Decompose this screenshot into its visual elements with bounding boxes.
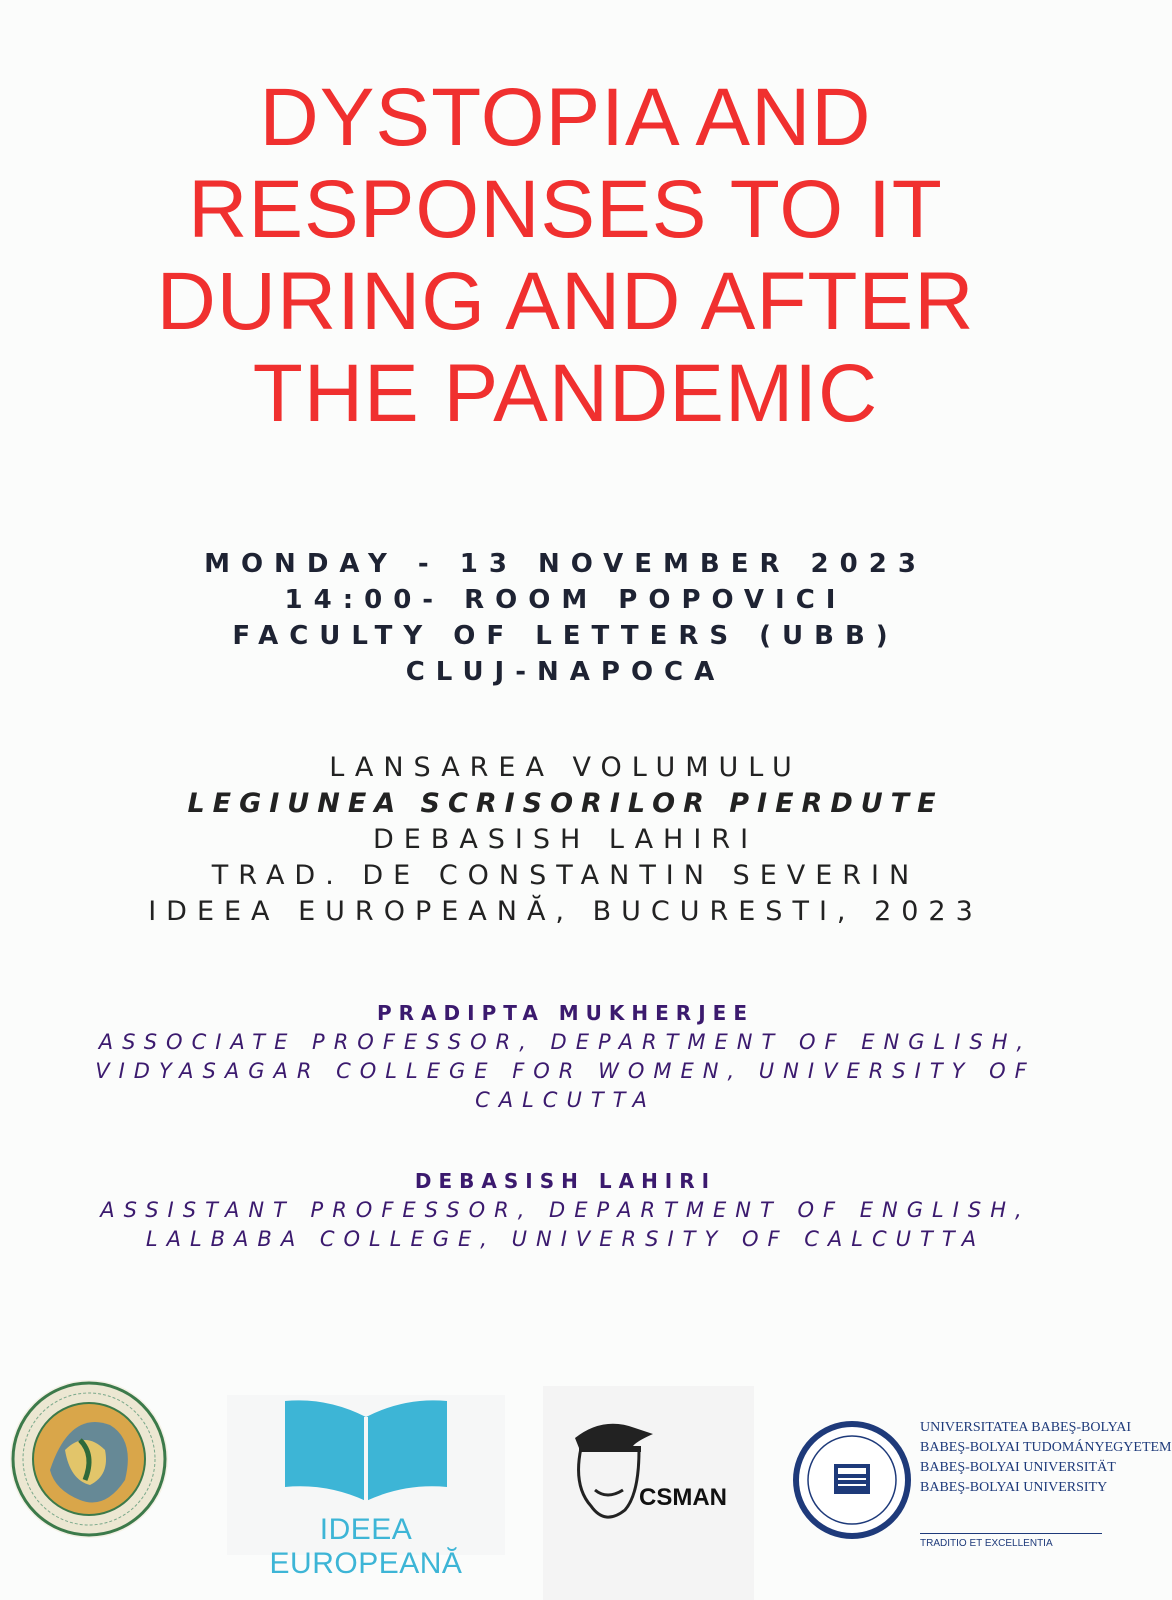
- event-faculty: FACULTY OF LETTERS (UBB): [232, 621, 899, 651]
- ubb-logo: [790, 1410, 1172, 1550]
- open-book-icon: [227, 1395, 505, 1505]
- ubb-name-lines: [920, 1418, 1172, 1498]
- event-date: MONDAY - 13 NOVEMBER 2023: [204, 549, 927, 579]
- seal-icon: [10, 1380, 168, 1538]
- title-line: DURING AND AFTER: [156, 256, 975, 347]
- event-time-room: 14:00- ROOM POPOVICI: [284, 585, 847, 615]
- book-publisher: IDEEA EUROPEANĂ, BUCURESTI, 2023: [148, 896, 983, 927]
- book-title: LEGIUNEA SCRISORILOR PIERDUTE: [187, 788, 944, 819]
- csman-label: CSMAN: [639, 1484, 727, 1511]
- ubb-name-line: BABEŞ-BOLYAI UNIVERSITY: [920, 1480, 1108, 1495]
- csman-logo: [543, 1386, 754, 1600]
- indian-studies-seal-logo: [10, 1380, 168, 1538]
- event-city: CLUJ-NAPOCA: [405, 657, 726, 687]
- speaker-affiliation: CALCUTTA: [475, 1088, 656, 1112]
- poster-title: [60, 72, 1071, 440]
- book-author: DEBASISH LAHIRI: [372, 824, 759, 855]
- ubb-motto: TRADITIO ET EXCELLENTIA: [920, 1538, 1053, 1549]
- ideea-europeana-label: IDEEA EUROPEANĂ: [269, 1513, 463, 1580]
- speaker-affiliation: ASSOCIATE PROFESSOR, DEPARTMENT OF ENGLISH,: [98, 1030, 1033, 1054]
- speaker-name: PRADIPTA MUKHERJEE: [377, 1001, 754, 1025]
- speaker-affiliation: LALBABA COLLEGE, UNIVERSITY OF CALCUTTA: [145, 1227, 986, 1251]
- title-line: THE PANDEMIC: [252, 348, 879, 439]
- speaker-affiliation: VIDYASAGAR COLLEGE FOR WOMEN, UNIVERSITY OF: [95, 1059, 1036, 1083]
- ubb-divider: [920, 1533, 1102, 1534]
- book-launch: [0, 750, 1131, 930]
- speaker-2: [0, 1166, 1131, 1254]
- speaker-affiliation: ASSISTANT PROFESSOR, DEPARTMENT OF ENGLISH,: [100, 1198, 1031, 1222]
- ubb-name-line: BABEŞ-BOLYAI UNIVERSITÄT: [920, 1460, 1116, 1475]
- ideea-europeana-logo: [227, 1395, 505, 1580]
- ubb-seal-icon: [790, 1410, 916, 1550]
- launch-label: LANSAREA VOLUMULU: [329, 752, 802, 783]
- speaker-name: DEBASISH LAHIRI: [414, 1169, 717, 1193]
- title-line: DYSTOPIA AND: [259, 72, 872, 163]
- title-line: RESPONSES TO IT: [188, 164, 943, 255]
- ubb-name-line: UNIVERSITATEA BABEŞ-BOLYAI: [920, 1420, 1131, 1435]
- book-translator: TRAD. DE CONSTANTIN SEVERIN: [211, 860, 920, 891]
- speaker-1: [0, 998, 1131, 1115]
- ubb-name-line: BABEŞ-BOLYAI TUDOMÁNYEGYETEM: [920, 1440, 1172, 1455]
- event-details: [0, 546, 1131, 690]
